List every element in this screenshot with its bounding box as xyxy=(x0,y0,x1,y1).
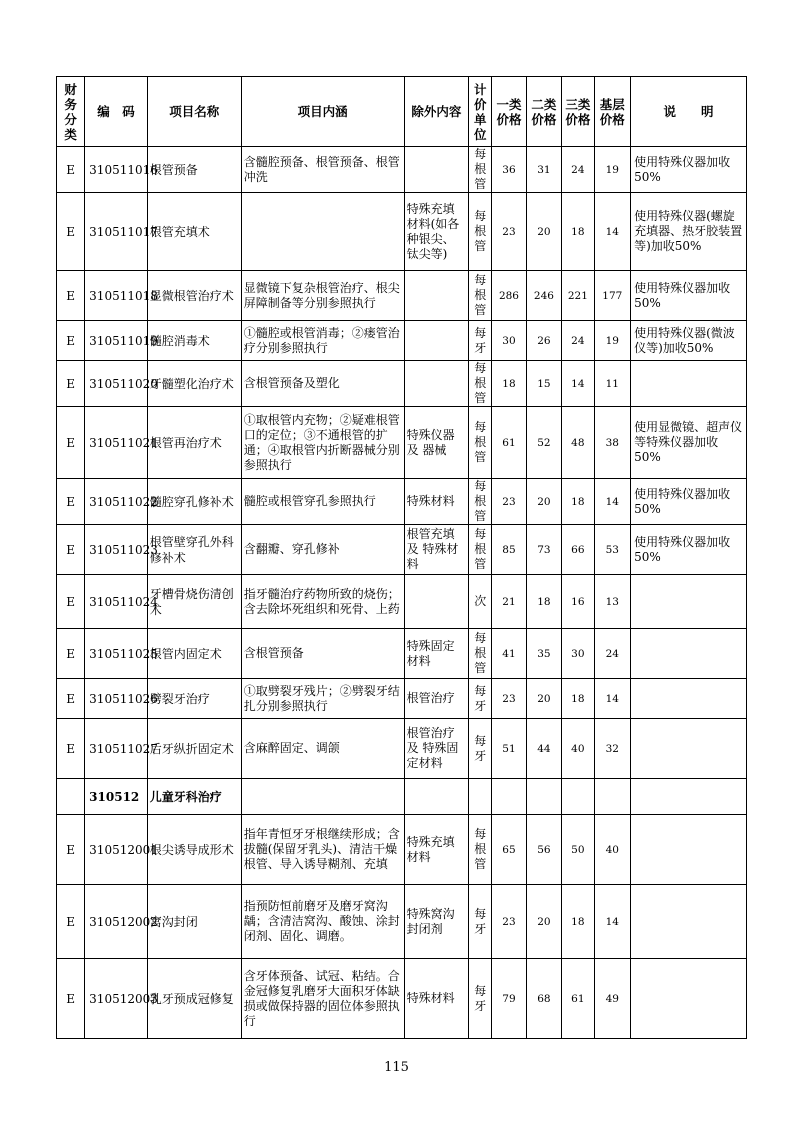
price-2-cell: 20 xyxy=(526,885,561,959)
price-2-cell: 246 xyxy=(526,271,561,321)
price-1-cell: 79 xyxy=(492,959,526,1039)
header-name: 项目名称 xyxy=(147,77,241,147)
price-3-cell: 14 xyxy=(562,361,594,407)
item-name-cell: 根管壁穿孔外科修补术 xyxy=(147,525,241,575)
unit-cell: 每根管 xyxy=(469,407,492,479)
base-price-cell: 14 xyxy=(594,885,631,959)
base-price-cell: 19 xyxy=(594,321,631,361)
price-1-cell: 23 xyxy=(492,885,526,959)
item-name-cell: 劈裂牙治疗 xyxy=(147,679,241,719)
category-cell: E xyxy=(57,361,85,407)
price-1-cell: 51 xyxy=(492,719,526,779)
header-exclusions: 除外内容 xyxy=(404,77,469,147)
item-name-cell: 牙髓塑化治疗术 xyxy=(147,361,241,407)
price-3-cell: 66 xyxy=(562,525,594,575)
exclusions-cell: 根管治疗 xyxy=(404,679,469,719)
content-cell: ①取劈裂牙残片；②劈裂牙结扎分别参照执行 xyxy=(241,679,404,719)
content-cell: ①取根管内充物；②疑难根管口的定位；③不通根管的扩通；④取根管内折断器械分别参照执行 xyxy=(241,407,404,479)
price-1-cell: 18 xyxy=(492,361,526,407)
unit-cell xyxy=(469,779,492,815)
note-cell xyxy=(631,679,747,719)
note-cell: 使用特殊仪器(微波仪等)加收50% xyxy=(631,321,747,361)
item-name-cell: 窝沟封闭 xyxy=(147,885,241,959)
content-cell: 显微镜下复杂根管治疗、根尖屏障制备等分别参照执行 xyxy=(241,271,404,321)
price-3-cell: 221 xyxy=(562,271,594,321)
price-2-cell xyxy=(526,779,561,815)
code-cell: 310511027 xyxy=(85,719,148,779)
note-cell: 使用特殊仪器(螺旋充填器、热牙胶装置等)加收50% xyxy=(631,193,747,271)
content-cell: 含根管预备 xyxy=(241,629,404,679)
code-cell: 310511022 xyxy=(85,479,148,525)
exclusions-cell: 特殊仪器及 器械 xyxy=(404,407,469,479)
price-2-cell: 44 xyxy=(526,719,561,779)
price-1-cell: 65 xyxy=(492,815,526,885)
exclusions-cell xyxy=(404,321,469,361)
item-name-cell: 根管充填术 xyxy=(147,193,241,271)
code-cell: 310511018 xyxy=(85,271,148,321)
price-3-cell: 18 xyxy=(562,679,594,719)
header-note: 说 明 xyxy=(631,77,747,147)
header-unit: 计价单位 xyxy=(469,77,492,147)
base-price-cell: 14 xyxy=(594,679,631,719)
table-row xyxy=(57,147,747,193)
item-name-cell: 根管预备 xyxy=(147,147,241,193)
price-2-cell: 35 xyxy=(526,629,561,679)
category-cell: E xyxy=(57,815,85,885)
price-1-cell: 23 xyxy=(492,193,526,271)
category-cell: E xyxy=(57,679,85,719)
unit-cell: 每根管 xyxy=(469,479,492,525)
item-name-cell: 髓腔消毒术 xyxy=(147,321,241,361)
unit-cell: 每牙 xyxy=(469,719,492,779)
base-price-cell: 32 xyxy=(594,719,631,779)
item-name-cell: 乳牙预成冠修复 xyxy=(147,959,241,1039)
category-cell: E xyxy=(57,479,85,525)
category-cell: E xyxy=(57,407,85,479)
content-cell: 指牙髓治疗药物所致的烧伤；含去除坏死组织和死骨、上药 xyxy=(241,575,404,629)
table-row xyxy=(57,815,747,885)
base-price-cell: 49 xyxy=(594,959,631,1039)
note-cell: 使用特殊仪器加收50% xyxy=(631,147,747,193)
category-cell: E xyxy=(57,271,85,321)
base-price-cell: 24 xyxy=(594,629,631,679)
note-cell xyxy=(631,959,747,1039)
unit-cell: 每牙 xyxy=(469,959,492,1039)
page-number: 115 xyxy=(384,1060,409,1075)
table-row xyxy=(57,361,747,407)
table-row xyxy=(57,271,747,321)
category-cell: E xyxy=(57,193,85,271)
exclusions-cell: 根管充填及 特殊材料 xyxy=(404,525,469,575)
category-cell: E xyxy=(57,147,85,193)
content-cell: 含髓腔预备、根管预备、根管冲洗 xyxy=(241,147,404,193)
price-3-cell: 18 xyxy=(562,479,594,525)
price-1-cell xyxy=(492,779,526,815)
exclusions-cell xyxy=(404,271,469,321)
exclusions-cell xyxy=(404,147,469,193)
note-cell xyxy=(631,719,747,779)
item-name-cell: 后牙纵折固定术 xyxy=(147,719,241,779)
unit-cell: 每根管 xyxy=(469,147,492,193)
content-cell xyxy=(241,193,404,271)
base-price-cell: 14 xyxy=(594,479,631,525)
price-1-cell: 61 xyxy=(492,407,526,479)
exclusions-cell xyxy=(404,779,469,815)
price-3-cell: 40 xyxy=(562,719,594,779)
content-cell: 指年青恒牙牙根继续形成；含拔髓(保留牙乳头)、清洁干燥根管、导入诱导糊剂、充填 xyxy=(241,815,404,885)
code-cell: 310511017 xyxy=(85,193,148,271)
category-cell xyxy=(57,779,85,815)
category-cell: E xyxy=(57,321,85,361)
item-name-cell: 牙槽骨烧伤清创术 xyxy=(147,575,241,629)
unit-cell: 每牙 xyxy=(469,679,492,719)
category-cell: E xyxy=(57,525,85,575)
code-cell: 310511023 xyxy=(85,525,148,575)
header-content: 项目内涵 xyxy=(241,77,404,147)
exclusions-cell: 特殊固定材料 xyxy=(404,629,469,679)
table-row xyxy=(57,679,747,719)
price-3-cell: 24 xyxy=(562,147,594,193)
price-1-cell: 286 xyxy=(492,271,526,321)
content-cell: 含牙体预备、试冠、粘结。合金冠修复乳磨牙大面积牙体缺损或做保持器的固位体参照执行 xyxy=(241,959,404,1039)
header-base-price: 基层价格 xyxy=(594,77,631,147)
note-cell xyxy=(631,885,747,959)
note-cell: 使用特殊仪器加收50% xyxy=(631,525,747,575)
exclusions-cell: 特殊材料 xyxy=(404,479,469,525)
price-3-cell: 61 xyxy=(562,959,594,1039)
table-row xyxy=(57,885,747,959)
note-cell: 使用显微镜、超声仪等特殊仪器加收50% xyxy=(631,407,747,479)
item-name-cell: 儿童牙科治疗 xyxy=(147,779,241,815)
exclusions-cell xyxy=(404,361,469,407)
code-cell: 310511024 xyxy=(85,575,148,629)
base-price-cell: 38 xyxy=(594,407,631,479)
content-cell: 含翻瓣、穿孔修补 xyxy=(241,525,404,575)
price-2-cell: 31 xyxy=(526,147,561,193)
table-row xyxy=(57,525,747,575)
code-cell: 310511020 xyxy=(85,361,148,407)
price-2-cell: 52 xyxy=(526,407,561,479)
item-name-cell: 根管再治疗术 xyxy=(147,407,241,479)
table-row xyxy=(57,719,747,779)
base-price-cell: 14 xyxy=(594,193,631,271)
table-row xyxy=(57,779,747,815)
base-price-cell: 19 xyxy=(594,147,631,193)
header-price-3: 三类价格 xyxy=(562,77,594,147)
price-2-cell: 73 xyxy=(526,525,561,575)
price-2-cell: 18 xyxy=(526,575,561,629)
table-row xyxy=(57,575,747,629)
unit-cell: 每根管 xyxy=(469,525,492,575)
header-price-1: 一类价格 xyxy=(492,77,526,147)
code-cell: 310512002 xyxy=(85,885,148,959)
exclusions-cell: 特殊充填材料(如各种银尖、钛尖等) xyxy=(404,193,469,271)
code-cell: 310512 xyxy=(85,779,148,815)
price-2-cell: 20 xyxy=(526,679,561,719)
price-3-cell: 18 xyxy=(562,885,594,959)
base-price-cell xyxy=(594,779,631,815)
header-price-2: 二类价格 xyxy=(526,77,561,147)
price-1-cell: 41 xyxy=(492,629,526,679)
note-cell xyxy=(631,361,747,407)
exclusions-cell xyxy=(404,575,469,629)
exclusions-cell: 特殊窝沟封闭剂 xyxy=(404,885,469,959)
unit-cell: 每牙 xyxy=(469,321,492,361)
code-cell: 310511026 xyxy=(85,679,148,719)
table-row xyxy=(57,479,747,525)
price-3-cell: 16 xyxy=(562,575,594,629)
price-3-cell: 24 xyxy=(562,321,594,361)
note-cell xyxy=(631,779,747,815)
base-price-cell: 13 xyxy=(594,575,631,629)
category-cell: E xyxy=(57,959,85,1039)
unit-cell: 每根管 xyxy=(469,629,492,679)
code-cell: 310512003 xyxy=(85,959,148,1039)
table-row xyxy=(57,959,747,1039)
price-3-cell: 18 xyxy=(562,193,594,271)
price-2-cell: 20 xyxy=(526,479,561,525)
unit-cell: 次 xyxy=(469,575,492,629)
item-name-cell: 显微根管治疗术 xyxy=(147,271,241,321)
code-cell: 310512001 xyxy=(85,815,148,885)
content-cell: 含根管预备及塑化 xyxy=(241,361,404,407)
content-cell: 含麻醉固定、调颌 xyxy=(241,719,404,779)
price-1-cell: 30 xyxy=(492,321,526,361)
price-1-cell: 23 xyxy=(492,679,526,719)
exclusions-cell: 根管治疗及 特殊固定材料 xyxy=(404,719,469,779)
unit-cell: 每根管 xyxy=(469,815,492,885)
price-3-cell xyxy=(562,779,594,815)
content-cell: ①髓腔或根管消毒；②瘘管治疗分别参照执行 xyxy=(241,321,404,361)
code-cell: 310511019 xyxy=(85,321,148,361)
item-name-cell: 根尖诱导成形术 xyxy=(147,815,241,885)
unit-cell: 每牙 xyxy=(469,885,492,959)
price-3-cell: 48 xyxy=(562,407,594,479)
price-2-cell: 56 xyxy=(526,815,561,885)
content-cell xyxy=(241,779,404,815)
base-price-cell: 11 xyxy=(594,361,631,407)
note-cell: 使用特殊仪器加收50% xyxy=(631,271,747,321)
note-cell xyxy=(631,629,747,679)
category-cell: E xyxy=(57,719,85,779)
unit-cell: 每根管 xyxy=(469,193,492,271)
price-1-cell: 21 xyxy=(492,575,526,629)
content-cell: 指预防恒前磨牙及磨牙窝沟龋；含清洁窝沟、酸蚀、涂封闭剂、固化、调磨。 xyxy=(241,885,404,959)
note-cell xyxy=(631,575,747,629)
price-2-cell: 15 xyxy=(526,361,561,407)
table-row xyxy=(57,193,747,271)
header-code: 编 码 xyxy=(85,77,148,147)
base-price-cell: 53 xyxy=(594,525,631,575)
code-cell: 310511016 xyxy=(85,147,148,193)
price-1-cell: 36 xyxy=(492,147,526,193)
content-cell: 髓腔或根管穿孔参照执行 xyxy=(241,479,404,525)
exclusions-cell: 特殊材料 xyxy=(404,959,469,1039)
table-row xyxy=(57,407,747,479)
unit-cell: 每根管 xyxy=(469,361,492,407)
code-cell: 310511021 xyxy=(85,407,148,479)
item-name-cell: 根管内固定术 xyxy=(147,629,241,679)
table-row xyxy=(57,629,747,679)
unit-cell: 每根管 xyxy=(469,271,492,321)
category-cell: E xyxy=(57,885,85,959)
price-2-cell: 26 xyxy=(526,321,561,361)
code-cell: 310511025 xyxy=(85,629,148,679)
note-cell xyxy=(631,815,747,885)
price-table xyxy=(56,76,747,1039)
header-row xyxy=(57,77,747,147)
price-2-cell: 20 xyxy=(526,193,561,271)
price-3-cell: 30 xyxy=(562,629,594,679)
price-1-cell: 23 xyxy=(492,479,526,525)
base-price-cell: 177 xyxy=(594,271,631,321)
exclusions-cell: 特殊充填材料 xyxy=(404,815,469,885)
note-cell: 使用特殊仪器加收50% xyxy=(631,479,747,525)
category-cell: E xyxy=(57,629,85,679)
base-price-cell: 40 xyxy=(594,815,631,885)
price-3-cell: 50 xyxy=(562,815,594,885)
item-name-cell: 髓腔穿孔修补术 xyxy=(147,479,241,525)
price-2-cell: 68 xyxy=(526,959,561,1039)
price-1-cell: 85 xyxy=(492,525,526,575)
category-cell: E xyxy=(57,575,85,629)
table-row xyxy=(57,321,747,361)
header-category: 财务分类 xyxy=(57,77,85,147)
